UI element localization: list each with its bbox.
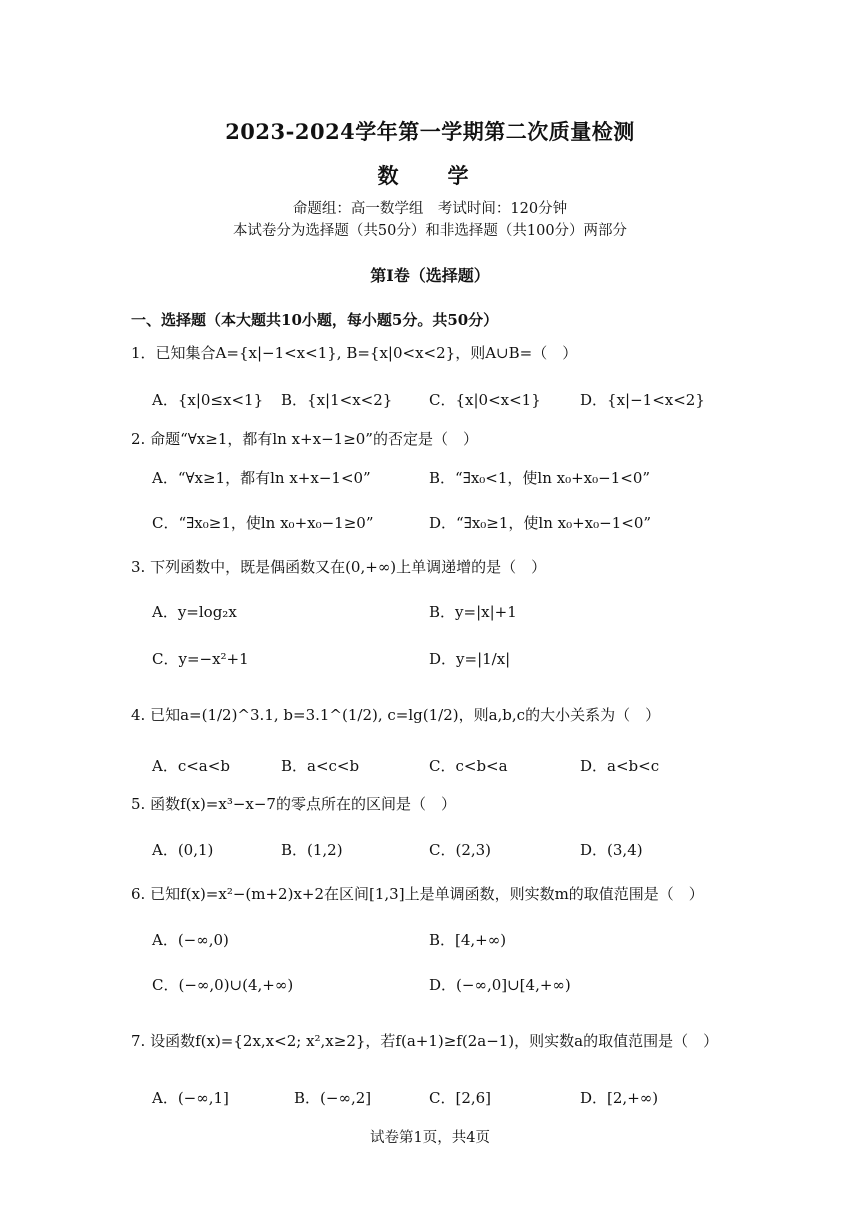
subject-title: 数 学 — [377, 163, 483, 188]
exam-meta-line-2: 本试卷分为选择题（共50分）和非选择题（共100分）两部分 — [232, 223, 628, 239]
exam-title: 2023-2024学年第一学期第二次质量检测 — [225, 119, 635, 144]
question-4-stem: 4. 已知a=(1/2)^3.1, b=3.1^(1/2), c=lg(1/2)，则a,b,c的大小关系为（ ） — [131, 706, 661, 724]
question-1-stem: 1．已知集合A={x|−1<x<1}, B={x|0<x<2}，则A∪B=（ ） — [131, 344, 578, 362]
question-5-option-b: B．(1,2) — [281, 841, 343, 859]
question-5-option-d: D．(3,4) — [580, 841, 643, 859]
part-heading: 第Ⅰ卷（选择题） — [370, 266, 490, 285]
page-footer: 试卷第1页，共4页 — [370, 1130, 490, 1146]
question-7-option-d: D．[2,+∞) — [580, 1089, 659, 1107]
question-4-option-a: A．c<a<b — [152, 757, 230, 775]
question-3-option-b: B．y=|x|+1 — [429, 603, 517, 621]
question-5-option-a: A．(0,1) — [152, 841, 214, 859]
question-4-option-d: D．a<b<c — [580, 757, 660, 775]
question-2-option-c: C．“∃x₀≥1，使ln x₀+x₀−1≥0” — [152, 514, 374, 532]
question-5-stem: 5. 函数f(x)=x³−x−7的零点所在的区间是（ ） — [131, 795, 456, 813]
question-2-option-b: B．“∃x₀<1，使ln x₀+x₀−1<0” — [429, 469, 651, 487]
question-6-option-b: B．[4,+∞) — [429, 931, 507, 949]
question-7-option-a: A．(−∞,1] — [152, 1089, 229, 1107]
question-3-option-c: C．y=−x²+1 — [152, 650, 249, 668]
question-4-option-c: C．c<b<a — [429, 757, 508, 775]
question-6-option-a: A．(−∞,0) — [152, 931, 229, 949]
question-2-option-a: A．“∀x≥1，都有ln x+x−1<0” — [152, 469, 371, 487]
question-1-option-d: D．{x|−1<x<2} — [580, 391, 705, 409]
question-7-option-c: C．[2,6] — [429, 1089, 492, 1107]
question-2-stem: 2. 命题“∀x≥1，都有ln x+x−1≥0”的否定是（ ） — [131, 430, 478, 448]
question-1-option-a: A．{x|0≤x<1} — [152, 391, 264, 409]
question-6-option-c: C．(−∞,0)∪(4,+∞) — [152, 976, 294, 994]
question-1-option-c: C．{x|0<x<1} — [429, 391, 541, 409]
question-3-option-d: D．y=|1/x| — [429, 650, 511, 668]
question-6-stem: 6. 已知f(x)=x²−(m+2)x+2在区间[1,3]上是单调函数，则实数m的取值范围是（ ） — [131, 885, 704, 903]
question-1-option-b: B．{x|1<x<2} — [281, 391, 393, 409]
question-3-option-a: A．y=log₂x — [152, 603, 237, 621]
question-6-option-d: D．(−∞,0]∪[4,+∞) — [429, 976, 571, 994]
question-7-option-b: B．(−∞,2] — [294, 1089, 372, 1107]
question-2-option-d: D．“∃x₀≥1，使ln x₀+x₀−1<0” — [429, 514, 652, 532]
question-7-stem: 7. 设函数f(x)={2x,x<2; x²,x≥2}，若f(a+1)≥f(2a−1)，则实数a的取值范围是（ ） — [131, 1032, 719, 1050]
section-heading: 一、选择题（本大题共10小题，每小题5分。共50分） — [131, 311, 499, 329]
question-3-stem: 3. 下列函数中，既是偶函数又在(0,+∞)上单调递增的是（ ） — [131, 558, 547, 576]
question-4-option-b: B．a<c<b — [281, 757, 360, 775]
question-5-option-c: C．(2,3) — [429, 841, 492, 859]
exam-meta-line-1: 命题组：高一数学组 考试时间：120分钟 — [292, 201, 568, 217]
